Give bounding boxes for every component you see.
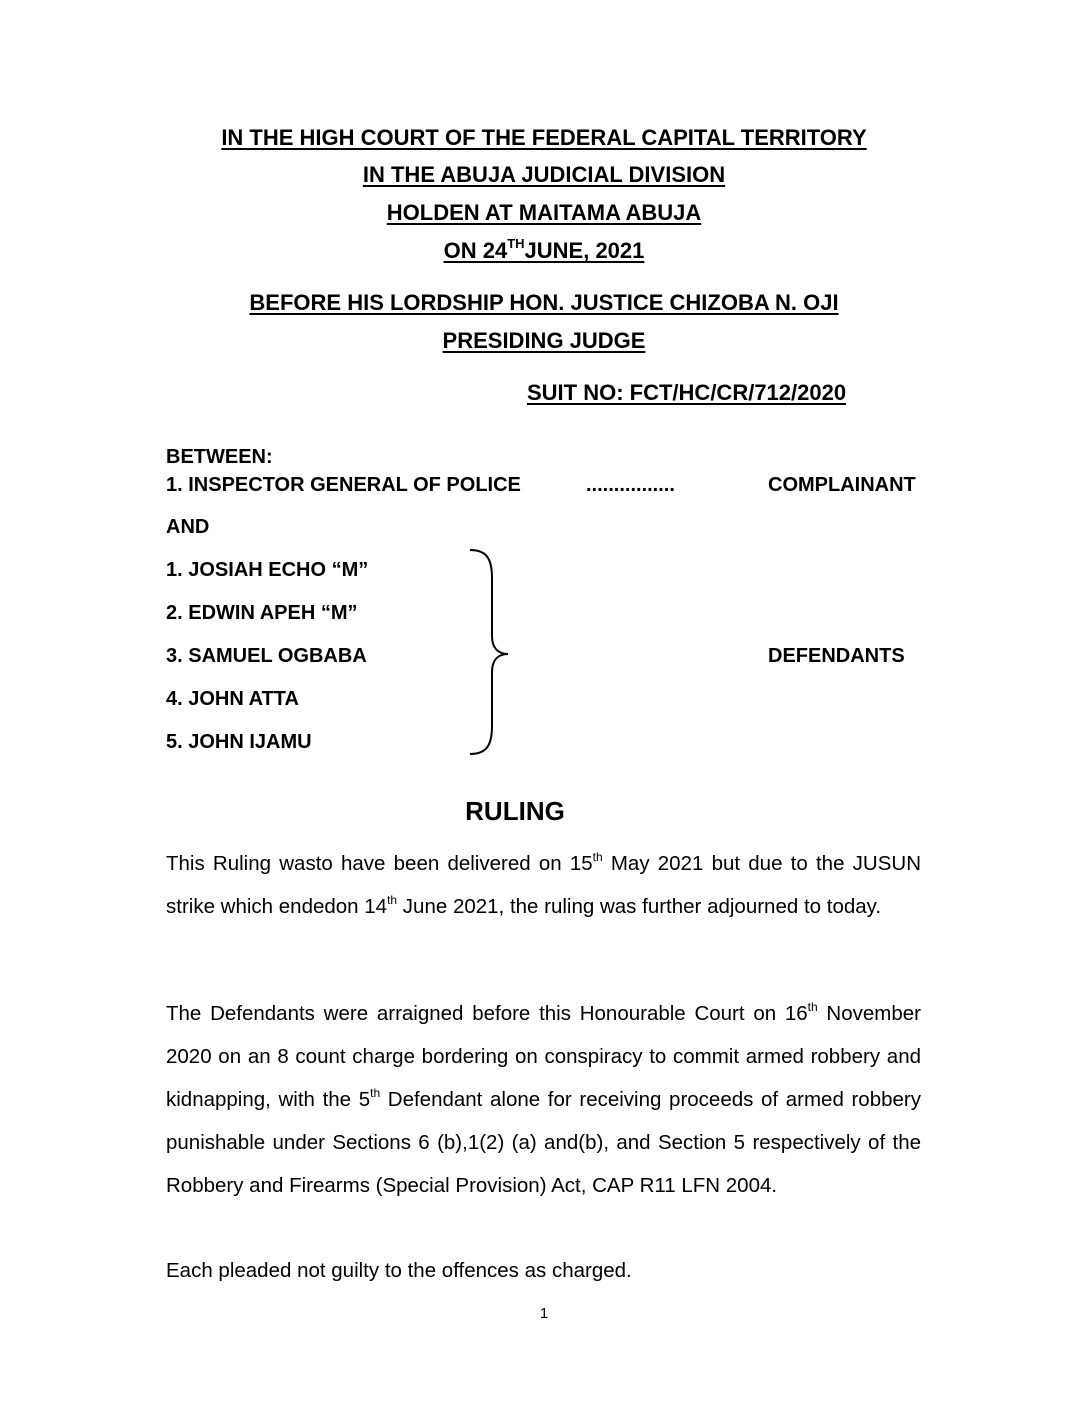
p2-text-c: Defendant alone for receiving proceeds of armed robbery punishable under Sections 6 (b),1(2) (a) and(b), and Section 5 respectively of the Robbery and Firearms (Special Provision) Act, CAP R11 LFN 2004.	[166, 1088, 921, 1197]
hearing-date-sup: TH	[507, 236, 525, 251]
holden-title: HOLDEN AT MAITAMA ABUJA	[386, 200, 702, 225]
p1-sup-b: th	[387, 893, 398, 907]
complainant-dots: ................	[586, 474, 675, 496]
hearing-date-suffix: JUNE, 2021	[524, 238, 645, 263]
defendants-brace	[466, 548, 514, 756]
suit-number: SUIT NO: FCT/HC/CR/712/2020	[527, 380, 847, 405]
p2-sup-a: th	[807, 1000, 818, 1014]
hearing-date	[0, 237, 1088, 265]
defendant-5: 5. JOHN IJAMU	[166, 731, 312, 753]
p1-sup-a: th	[592, 850, 603, 864]
p2-sup-b: th	[370, 1086, 381, 1100]
ruling-paragraph-1	[166, 842, 921, 928]
hearing-date-prefix: ON 24	[443, 238, 508, 263]
ruling-title: RULING	[465, 796, 565, 826]
defendant-3: 3. SAMUEL OGBABA	[166, 645, 367, 667]
page-number: 1	[539, 1305, 549, 1322]
before-judge: BEFORE HIS LORDSHIP HON. JUSTICE CHIZOBA N. OJI	[249, 290, 839, 315]
p1-text-b: May 2021 but due to the JUSUN strike which endedon 14	[166, 852, 921, 918]
ruling-paragraph-3: Each pleaded not guilty to the offences as charged.	[166, 1259, 632, 1282]
court-title: IN THE HIGH COURT OF THE FEDERAL CAPITAL TERRITORY	[221, 125, 867, 150]
defendant-1: 1. JOSIAH ECHO “M”	[166, 559, 369, 581]
p1-text-c: June 2021, the ruling was further adjourned to today.	[397, 895, 882, 918]
defendant-2: 2. EDWIN APEH “M”	[166, 602, 358, 624]
complainant-name: 1. INSPECTOR GENERAL OF POLICE	[166, 474, 521, 496]
defendants-label: DEFENDANTS	[768, 645, 905, 667]
p2-text-a: The Defendants were arraigned before this Honourable Court on 16	[166, 1002, 808, 1025]
p1-text-a: This Ruling wasto have been delivered on 15	[166, 852, 593, 875]
presiding-role: PRESIDING JUDGE	[442, 328, 646, 353]
between-label: BETWEEN:	[166, 446, 273, 468]
ruling-paragraph-2	[166, 992, 921, 1207]
p2-text-b: November 2020 on an 8 count charge bordering on conspiracy to commit armed robbery and kidnapping, with the 5	[166, 1002, 921, 1111]
defendant-4: 4. JOHN ATTA	[166, 688, 299, 710]
and-label: AND	[166, 516, 210, 538]
complainant-label: COMPLAINANT	[768, 474, 916, 496]
division-title: IN THE ABUJA JUDICIAL DIVISION	[362, 162, 726, 187]
